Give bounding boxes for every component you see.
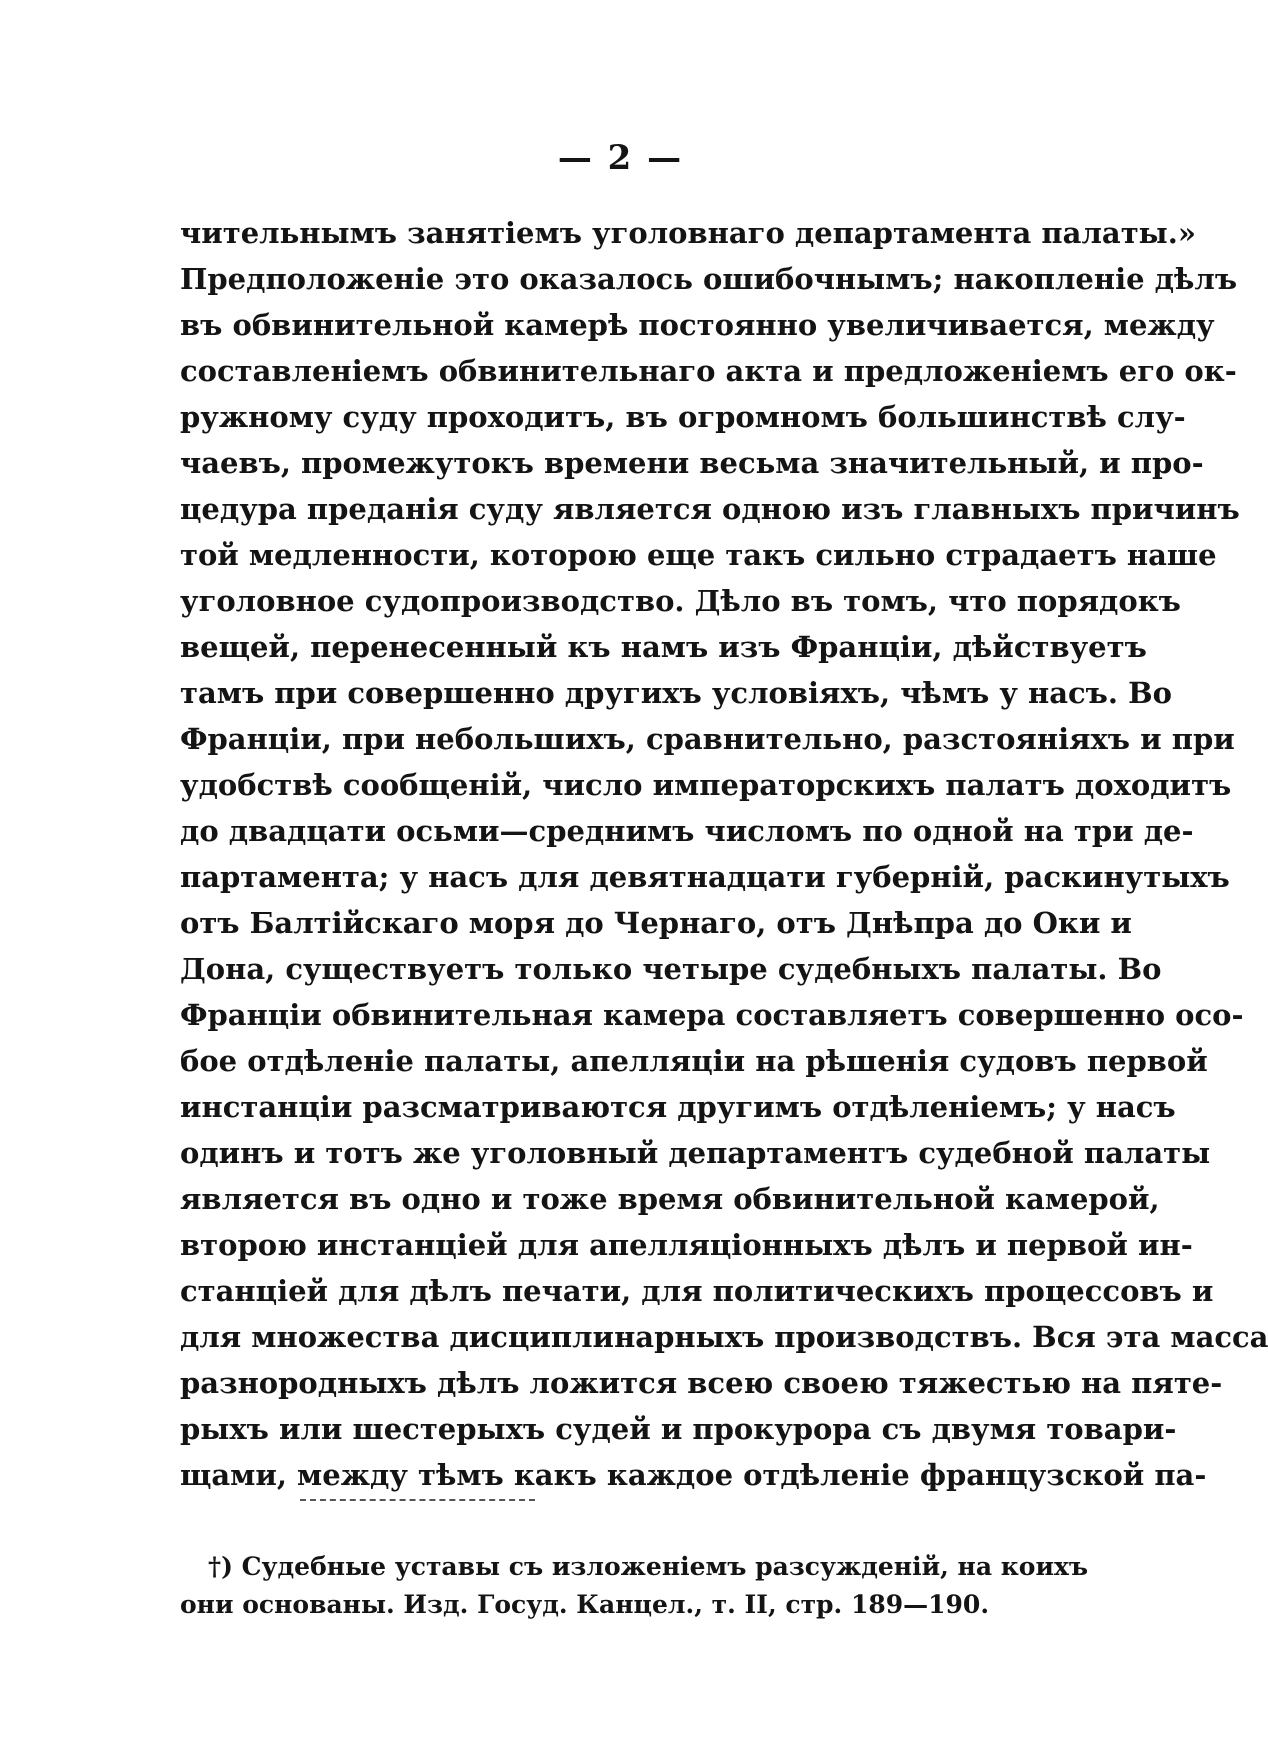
text-line: цедура преданія суду является одною изъ главныхъ причинъ	[180, 492, 1240, 526]
text-line: той медленности, которою еще такъ сильно страдаетъ наше	[180, 538, 1217, 572]
text-line: чительнымъ занятіемъ уголовнаго департамента палаты.»	[180, 216, 1196, 250]
text-line: уголовное судопроизводство. Дѣло въ томъ, что порядокъ	[180, 584, 1181, 618]
body-text	[180, 210, 1268, 1498]
text-line: одинъ и тотъ же уголовный департаментъ судебной палаты	[180, 1136, 1211, 1170]
text-line: отъ Балтійскаго моря до Чернаго, отъ Днѣпра до Оки и	[180, 906, 1132, 940]
footnote-line: †) Судебные уставы съ изложеніемъ разсужденій, на коихъ	[208, 1552, 1089, 1581]
text-line: составленіемъ обвинительнаго акта и предложеніемъ его ок-	[180, 354, 1237, 388]
text-line: удобствѣ сообщеній, число императорскихъ палатъ доходитъ	[180, 768, 1232, 802]
text-line: станціей для дѣлъ печати, для политическихъ процессовъ и	[180, 1274, 1214, 1308]
footnote-separator	[300, 1499, 535, 1501]
text-line: Предположеніе это оказалось ошибочнымъ; накопленіе дѣлъ	[180, 262, 1238, 296]
page-number: — 2 —	[557, 138, 684, 178]
text-line: въ обвинительной камерѣ постоянно увеличивается, между	[180, 308, 1215, 342]
text-line: ружному суду проходитъ, въ огромномъ большинствѣ слу-	[180, 400, 1186, 434]
text-line: чаевъ, промежутокъ времени весьма значительный, и про-	[180, 446, 1204, 480]
text-line: Дона, существуетъ только четыре судебныхъ палаты. Во	[180, 952, 1162, 986]
text-line: разнородныхъ дѣлъ ложится всею своею тяжестью на пяте-	[180, 1366, 1223, 1400]
text-line: вещей, перенесенный къ намъ изъ Франціи, дѣйствуетъ	[180, 630, 1147, 664]
text-line: Франціи обвинительная камера составляетъ совершенно осо-	[180, 998, 1244, 1032]
text-line: второю инстанціей для апелляціонныхъ дѣлъ и первой ин-	[180, 1228, 1193, 1262]
text-line: инстанціи разсматриваются другимъ отдѣленіемъ; у насъ	[180, 1090, 1176, 1124]
text-line: партамента; у насъ для девятнадцати губерній, раскинутыхъ	[180, 860, 1230, 894]
footnote-line: они основаны. Изд. Госуд. Канцел., т. II, стр. 189—190.	[180, 1590, 990, 1619]
text-line: щами, между тѣмъ какъ каждое отдѣленіе французской па-	[180, 1458, 1207, 1492]
text-line: бое отдѣленіе палаты, апелляціи на рѣшенія судовъ первой	[180, 1044, 1208, 1078]
text-line: до двадцати осьми—среднимъ числомъ по одной на три де-	[180, 814, 1194, 848]
footnote	[180, 1548, 1089, 1624]
text-line: является въ одно и тоже время обвинительной камерой,	[180, 1182, 1160, 1216]
text-line: тамъ при совершенно другихъ условіяхъ, чѣмъ у насъ. Во	[180, 676, 1172, 710]
text-line: рыхъ или шестерыхъ судей и прокурора съ двумя товари-	[180, 1412, 1177, 1446]
text-line: для множества дисциплинарныхъ производствъ. Вся эта масса	[180, 1320, 1268, 1354]
text-line: Франціи, при небольшихъ, сравнительно, разстояніяхъ и при	[180, 722, 1235, 756]
